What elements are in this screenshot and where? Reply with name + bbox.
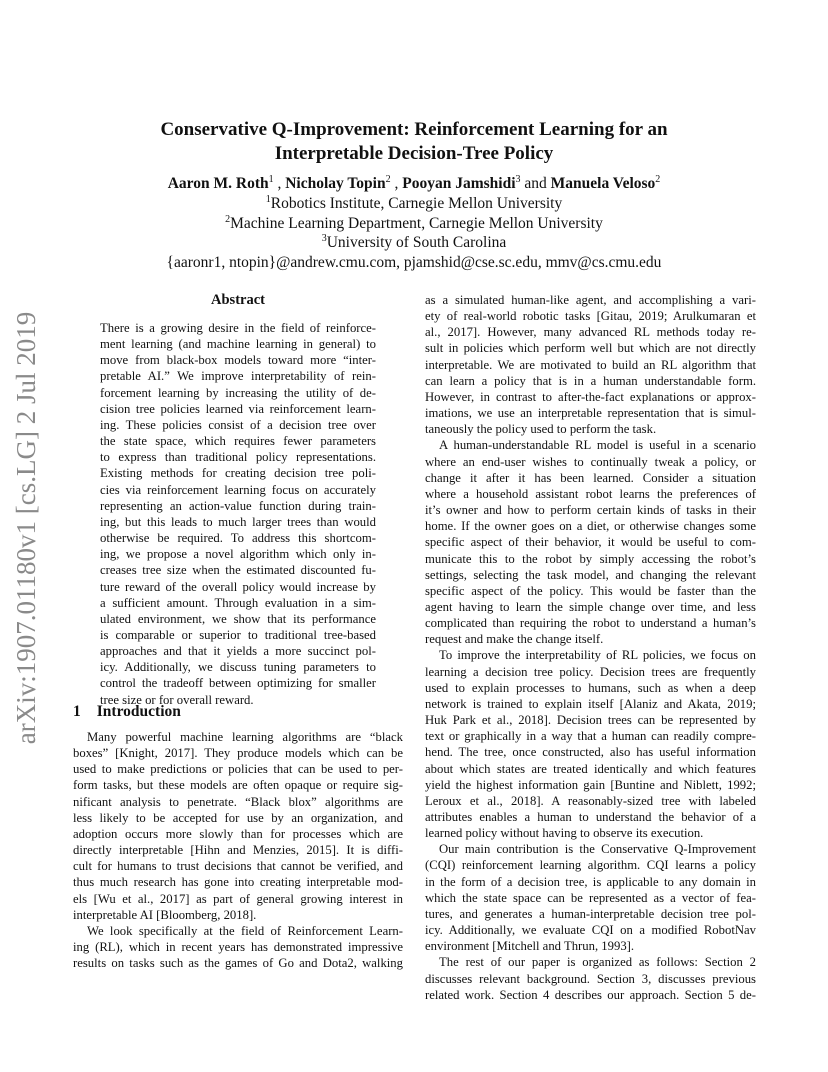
title-line-2: Interpretable Decision-Tree Policy — [274, 143, 554, 164]
text-line: cies via reinforcement learning focus on accurately — [100, 482, 376, 497]
text-line: interpretable. We are motivated to build an RL algorithm that — [425, 357, 756, 372]
text-line: directly interpretable [Hihn and Menzies, 2015]. It is diffi- — [73, 843, 403, 858]
author-separator: and — [520, 175, 551, 192]
text-line: control the tradeoff between optimizing for smaller — [100, 676, 376, 691]
text-line: municate this to the robot by simply accessing the robot’s — [425, 551, 756, 566]
email-text: {aaronr1, ntopin}@andrew.cmu.com, pjamshid@cse.sc.edu, mmv@cs.cmu.edu — [166, 254, 662, 271]
text-line: imations, we use an interpretable representation that is simul- — [425, 406, 756, 421]
text-line: agent having to learn the simple change over time, and less — [425, 599, 756, 614]
section-number: 1 — [73, 703, 81, 720]
author-separator: , — [390, 175, 403, 192]
affiliation-mark: 2 — [225, 214, 231, 225]
text-line: environment [Mitchell and Thrun, 1993]. — [425, 939, 635, 954]
text-line: Many powerful machine learning algorithms are “black — [87, 730, 403, 744]
text-line: where a household assistant robot learns the preferences of — [425, 486, 756, 501]
text-line: A human-understandable RL model is useful in a scenario — [439, 438, 756, 453]
text-line: form tasks, but these models are often opaque or require sig- — [73, 778, 403, 793]
text-line: otherwise be required. To address this shortcom- — [100, 531, 376, 546]
text-line: ing (RL), which in recent years has demonstrated impressive — [73, 940, 403, 955]
affiliation-text: Robotics Institute, Carnegie Mellon University — [270, 195, 563, 212]
text-line: To improve the interpretability of RL policies, we focus on — [439, 648, 756, 663]
text-line: nificant analysis to penetrate. “Black blox” algorithms are — [73, 794, 403, 809]
text-line: settings, selecting the task model, and changing the relevant — [425, 567, 756, 582]
affiliation-mark: 3 — [321, 233, 327, 244]
text-line: used to make predictions or policies that can be used to per- — [73, 762, 403, 777]
text-line: representing an action-value function during train- — [100, 498, 376, 513]
text-line: is comparable or superior to traditional tree-based — [100, 627, 376, 642]
text-line: sult in policies which perform well but which are not directly — [425, 341, 756, 356]
text-line: in the form of a decision tree, is applicable to any domain in — [425, 874, 756, 889]
section-title: Introduction — [96, 703, 181, 720]
text-line: a sufficient amount. Through evaluation in a sim- — [100, 595, 376, 610]
text-line: change it after it has been learned. Consider a situation — [425, 470, 756, 485]
text-line: learning a decision tree policy. Decision trees are frequently — [425, 664, 756, 679]
text-line: learned policy without having to observe its execution. — [425, 826, 704, 841]
text-line: it’s owner and how to perform certain kinds of tasks in their — [425, 503, 756, 518]
text-line: ing. These policies consist of a decision tree over — [100, 417, 376, 432]
text-line: (CQI) reinforcement learning algorithm. CQI learns a policy — [425, 858, 756, 873]
text-line: tree size or for overall reward. — [100, 692, 254, 707]
text-line: els [Wu et al., 2017] as part of general growing interest in — [73, 891, 403, 906]
text-line: The rest of our paper is organized as follows: Section 2 — [439, 955, 756, 970]
abstract-body — [100, 320, 376, 708]
author-affiliation-mark: 1 — [268, 174, 274, 185]
text-line: used to explain processes to humans, such as when a deep — [425, 680, 756, 695]
text-line: Huk Park et al., 2018]. Decision trees can be represented by — [425, 713, 756, 728]
text-line: text or graphically in a way that a human can readily compre- — [425, 729, 756, 744]
text-line: ing, but this leads to much larger trees than would — [100, 514, 376, 529]
text-line: complicated than requiring the robot to understand a human’s — [425, 616, 756, 631]
text-line: network is trained to explain itself [Alaniz and Akata, 2019; — [425, 696, 756, 711]
text-line: There is a growing desire in the field of reinforce- — [100, 321, 376, 335]
author-name: Nicholay Topin — [285, 175, 386, 192]
text-line: forcement learning by increasing the utility of de- — [100, 385, 376, 400]
text-line: specific aspect of their behavior, it would be useful to com- — [425, 535, 756, 550]
text-line: related work. Section 4 describes our approach. Section 5 de- — [425, 987, 756, 1002]
text-line: adoption occurs more slowly than for processes which are — [73, 826, 403, 841]
author-affiliation-mark: 2 — [655, 174, 661, 185]
text-line: move from black-box models toward more “inter- — [100, 353, 376, 368]
text-line: Existing methods for creating decision tree poli- — [100, 466, 376, 481]
text-line: icy. Additionally, we discuss tuning parameters to — [100, 660, 376, 675]
text-line: tures, and generates a human-interpretable decision tree pol- — [425, 906, 756, 921]
paper-title — [60, 118, 768, 166]
text-line: ety of real-world robotic tasks [Gitau, 2019; Arulkumaran et — [425, 309, 756, 324]
text-line: can learn a policy that is in a human understandable form. — [425, 373, 756, 388]
text-line: ment learning (and machine learning in general) to — [100, 337, 376, 352]
text-line: the state space, which requires fewer parameters — [100, 434, 376, 449]
affiliation-mark: 1 — [265, 194, 271, 205]
left-column-body — [73, 729, 403, 971]
right-column-body — [425, 292, 756, 1003]
author-affiliation-mark: 3 — [515, 174, 521, 185]
text-line: which the state space can be represented as a vector of fea- — [425, 890, 756, 905]
text-line: attributes enables a human to understand the behavior of a — [425, 810, 756, 824]
text-line: Leroux et al., 2018]. A reasonably-sized tree with labeled — [425, 793, 756, 808]
text-line: hend. The tree, once constructed, also has useful information — [425, 745, 756, 760]
section-heading-introduction — [73, 703, 197, 721]
text-line: icy. Additionally, we evaluate CQI on a modified RobotNav — [425, 923, 756, 938]
author-emails — [60, 253, 768, 273]
text-line: pretable AI.” We improve interpretability of rein- — [100, 369, 376, 384]
text-line: approaches and that it yields a more succinct pol- — [100, 644, 376, 659]
text-line: cult for humans to trust decisions that cannot be verified, and — [73, 859, 403, 874]
text-line: cision tree policies learned via reinforcement learn- — [100, 401, 376, 416]
text-line: boxes” [Knight, 2017]. They produce models which can be — [73, 746, 403, 761]
affiliation-text: University of South Carolina — [326, 234, 507, 251]
text-line: where an end-user wishes to continually tweak a policy, or — [425, 454, 756, 469]
author-separator: , — [273, 175, 286, 192]
text-line: ture reward of the overall policy would increase by — [100, 579, 376, 594]
affiliation-3 — [60, 233, 768, 253]
text-line: We look specifically at the field of Reinforcement Learn- — [87, 923, 403, 938]
text-line: specific aspect of the policy. This would be faster than the — [425, 583, 756, 598]
arxiv-stamp: arXiv:1907.01180v1 [cs.LG] 2 Jul 2019 — [11, 311, 41, 745]
text-line: ulated environment, we show that its performance — [100, 611, 376, 626]
affiliation-text: Machine Learning Department, Carnegie Mellon University — [230, 215, 603, 232]
text-line: home. If the owner goes on a diet, or otherwise changes some — [425, 519, 756, 534]
text-line: thus much research has gone into creating interpretable mod- — [73, 875, 403, 890]
author-name: Pooyan Jamshidi — [402, 175, 516, 192]
text-line: results on tasks such as the games of Go and Dota2, walking — [73, 956, 403, 971]
text-line: less likely to be accepted for use by an organization, and — [73, 810, 403, 825]
author-name: Aaron M. Roth — [167, 175, 269, 192]
text-line: as a simulated human-like agent, and accomplishing a vari- — [425, 293, 756, 307]
abstract-heading: Abstract — [211, 292, 265, 308]
text-line: ing, we propose a novel algorithm which only in- — [100, 547, 376, 562]
text-line: Our main contribution is the Conservative Q-Improvement — [439, 842, 756, 857]
text-line: request and make the change itself. — [425, 632, 604, 647]
affiliation-2 — [60, 214, 768, 234]
title-line-1: Conservative Q-Improvement: Reinforcement Learning for an — [160, 119, 668, 140]
author-name: Manuela Veloso — [550, 175, 656, 192]
author-affiliation-mark: 2 — [385, 174, 391, 185]
text-line: taneously the policy used to perform the task. — [425, 422, 657, 437]
text-line: creases tree size when the estimated discounted fu- — [100, 563, 376, 578]
text-line: However, in contrast to after-the-fact explanations or approx- — [425, 389, 756, 404]
text-line: yield the highest information gain [Buntine and Niblett, 1992; — [425, 777, 756, 792]
affiliation-1 — [60, 194, 768, 214]
text-line: to express than traditional policy representations. — [100, 450, 376, 465]
author-list — [60, 174, 768, 194]
text-line: about which states are treated identically and which features — [425, 761, 756, 776]
text-line: discusses relevant background. Section 3, discusses previous — [425, 971, 756, 986]
text-line: al., 2017]. However, many advanced RL methods today re- — [425, 325, 756, 340]
text-line: interpretable AI [Bloomberg, 2018]. — [73, 907, 257, 922]
